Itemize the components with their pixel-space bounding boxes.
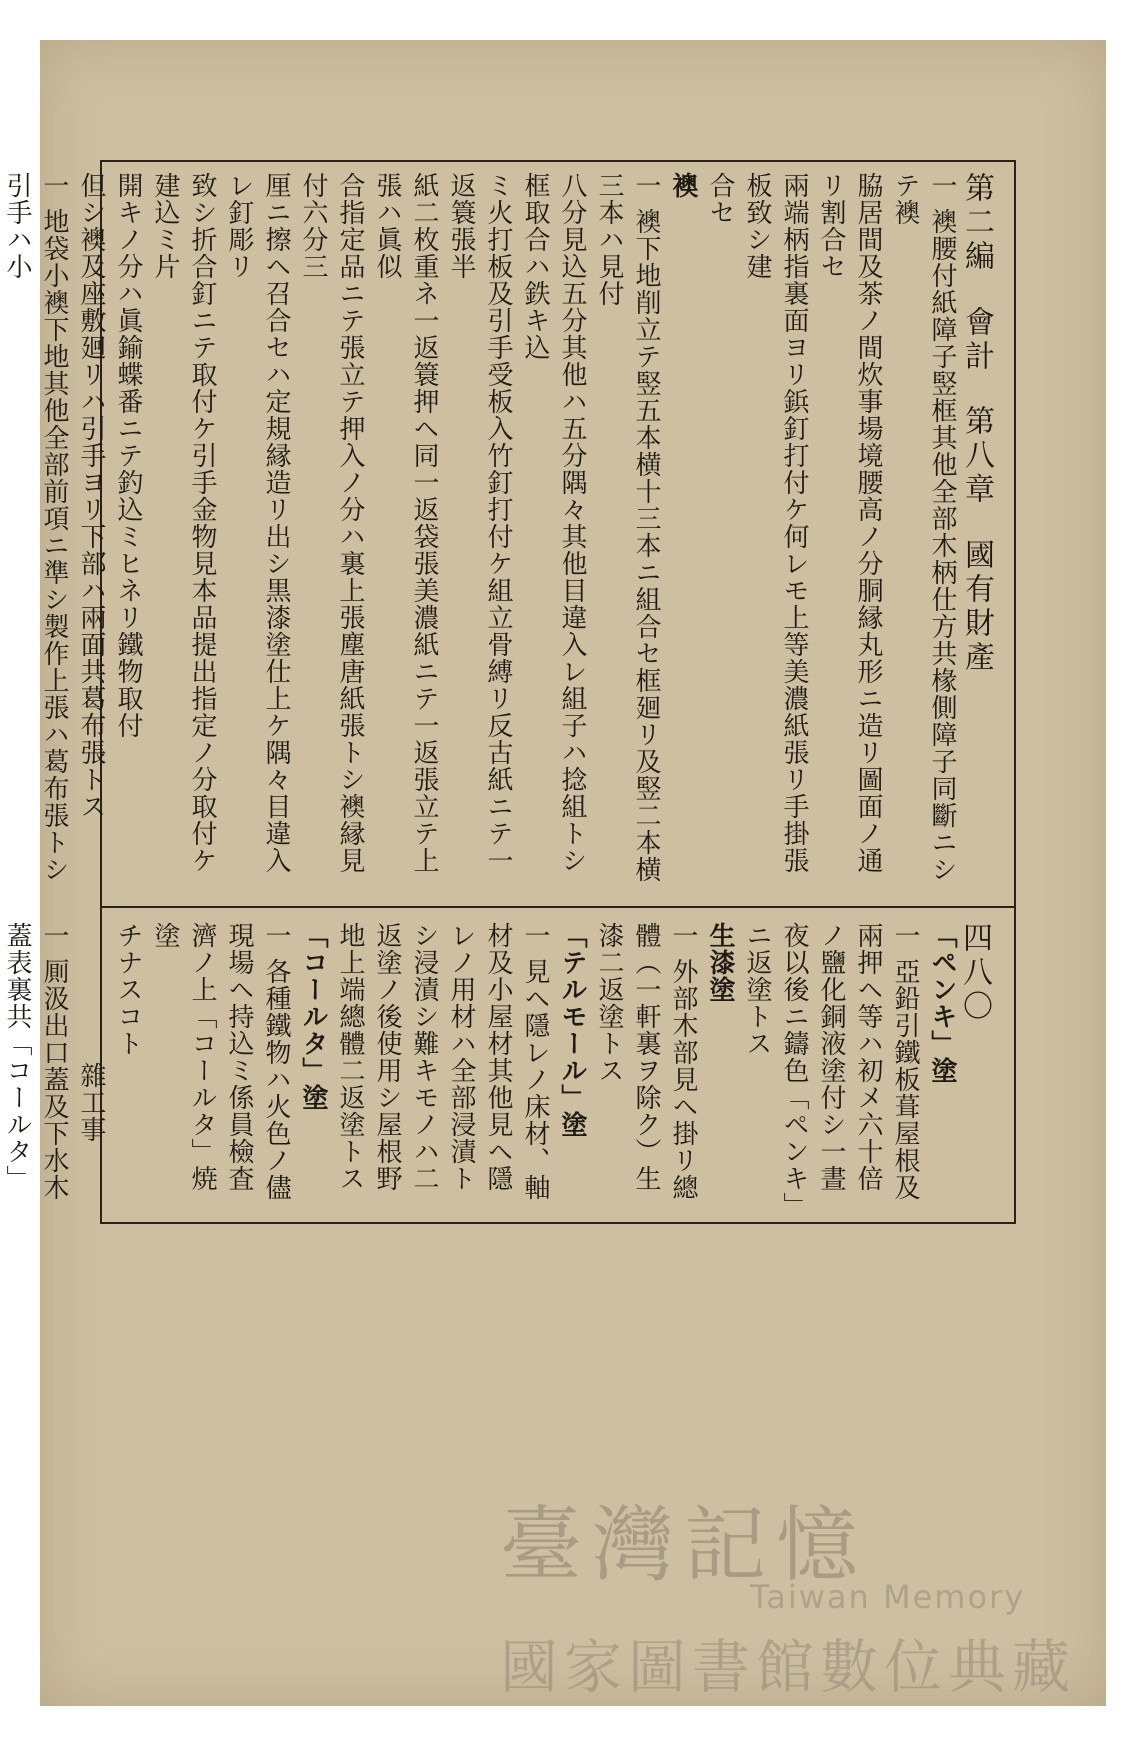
text-line: 合指定品ニテ張立テ押入ノ分ハ裏上張塵唐紙張トシ襖縁見付六分三 (298, 172, 365, 874)
section-heading: 「ペンキ」塗 (927, 922, 957, 1084)
watermark-sub: 國家圖書館數位典藏 (500, 1633, 1077, 1701)
watermark (500, 1480, 1077, 1701)
section-heading: 襖 (668, 172, 698, 199)
text-line: 一 厠汲出口蓋及下水木蓋表裏共「コールタ」 (2, 922, 69, 1202)
text-line: 一 襖腰付紙障子竪框其他全部木柄仕方共椽側障子同斷ニシテ襖 (890, 172, 957, 884)
upper-text-block (2, 172, 960, 890)
header-subject: 國有財產 (959, 538, 994, 675)
header-section: 會計 (959, 305, 994, 374)
text-line: ミ火打板及引手受板入竹釘打付ケ組立骨縛リ反古紙ニテ一返簑張半 (446, 172, 513, 874)
header-chapter: 第八章 (959, 405, 994, 508)
section-heading: 「コールタ」塗 (298, 922, 328, 1111)
text-line: 一 襖下地削立テ竪五本横十三本ニ組合セ框廻リ及竪二本横三本ハ見付 (594, 172, 661, 884)
scanned-page (2, 40, 1106, 1706)
text-line: チナスコト (113, 922, 143, 1057)
text-line: 一 地袋小襖下地其他全部前項ニ準シ製作上張ハ葛布張トシ引手ハ小 (2, 172, 69, 884)
text-line: 兩端柄指裏面ヨリ鋲釘打付ケ何レモ上等美濃紙張リ手掛張板致シ建 (742, 172, 809, 874)
text-line: シ浸漬シ難キモノハ二返塗ノ後使用シ屋根野地上端總體二返塗トス (335, 922, 439, 1192)
text-line: 但シ襖及座敷廻リハ引手ヨリ下部ハ兩面共葛布張トス (76, 172, 106, 820)
text-line: 開キノ分ハ眞鍮蝶番ニテ釣込ミヒネリ鐵物取付 (113, 172, 143, 739)
header-part: 第二編 (959, 172, 994, 274)
lower-text-block (2, 922, 960, 1212)
text-line: 一 見ヘ隱レノ床材、軸材及小屋材其他見ヘ隱レノ用材ハ全部浸漬ト (446, 922, 550, 1202)
text-line: 紙二枚重ネ一返簑押ヘ同一返袋張美濃紙ニテ一返張立テ上張ハ眞似 (372, 172, 439, 874)
text-line: 厘ニ擦ヘ召合セハ定規縁造リ出シ黒漆塗仕上ケ隅々目違入レ釘彫リ (224, 172, 291, 874)
text-line: 脇居間及茶ノ間炊事場境腰高ノ分胴縁丸形ニ造リ圖面ノ通リ割合セ (816, 172, 883, 874)
watermark-english: Taiwan Memory (750, 1578, 1026, 1616)
text-line: 致シ折合釘ニテ取付ケ引手金物見本品提出指定ノ分取付ケ建込ミ片 (150, 172, 217, 874)
text-line: 八分見込五分其他ハ五分隅々其他目違入レ組子ハ捻組トシ框取合ハ鉄キ込 (520, 172, 587, 874)
text-line: 一 亞鉛引鐵板葺屋根及兩押ヘ等ハ初メ六十倍ノ鹽化銅液塗付シ一晝 (816, 922, 920, 1202)
subsection-heading: 雜工事 (76, 1062, 106, 1143)
text-line: 夜以後ニ鑄色「ペンキ」ニ返塗トス (742, 922, 809, 1206)
text-line: 一 外部木部見ヘ掛リ總體（一軒裏ヲ除ク）生漆二返塗トス (594, 922, 698, 1202)
text-frame (2, 160, 1016, 1224)
text-line: 一 各種鐵物ハ火色ノ儘現場ヘ持込ミ係員檢査濟ノ上「コールタ」焼塗 (150, 922, 291, 1202)
section-heading: 「テルモール」塗 (557, 922, 587, 1138)
section-heading: 生漆塗 (705, 922, 735, 1003)
running-header (954, 172, 998, 732)
section-divider (102, 906, 1014, 908)
page-number: 四八〇 (957, 922, 992, 1024)
watermark-main: 臺灣記憶 (500, 1498, 869, 1593)
text-line: 合セ (705, 172, 735, 226)
